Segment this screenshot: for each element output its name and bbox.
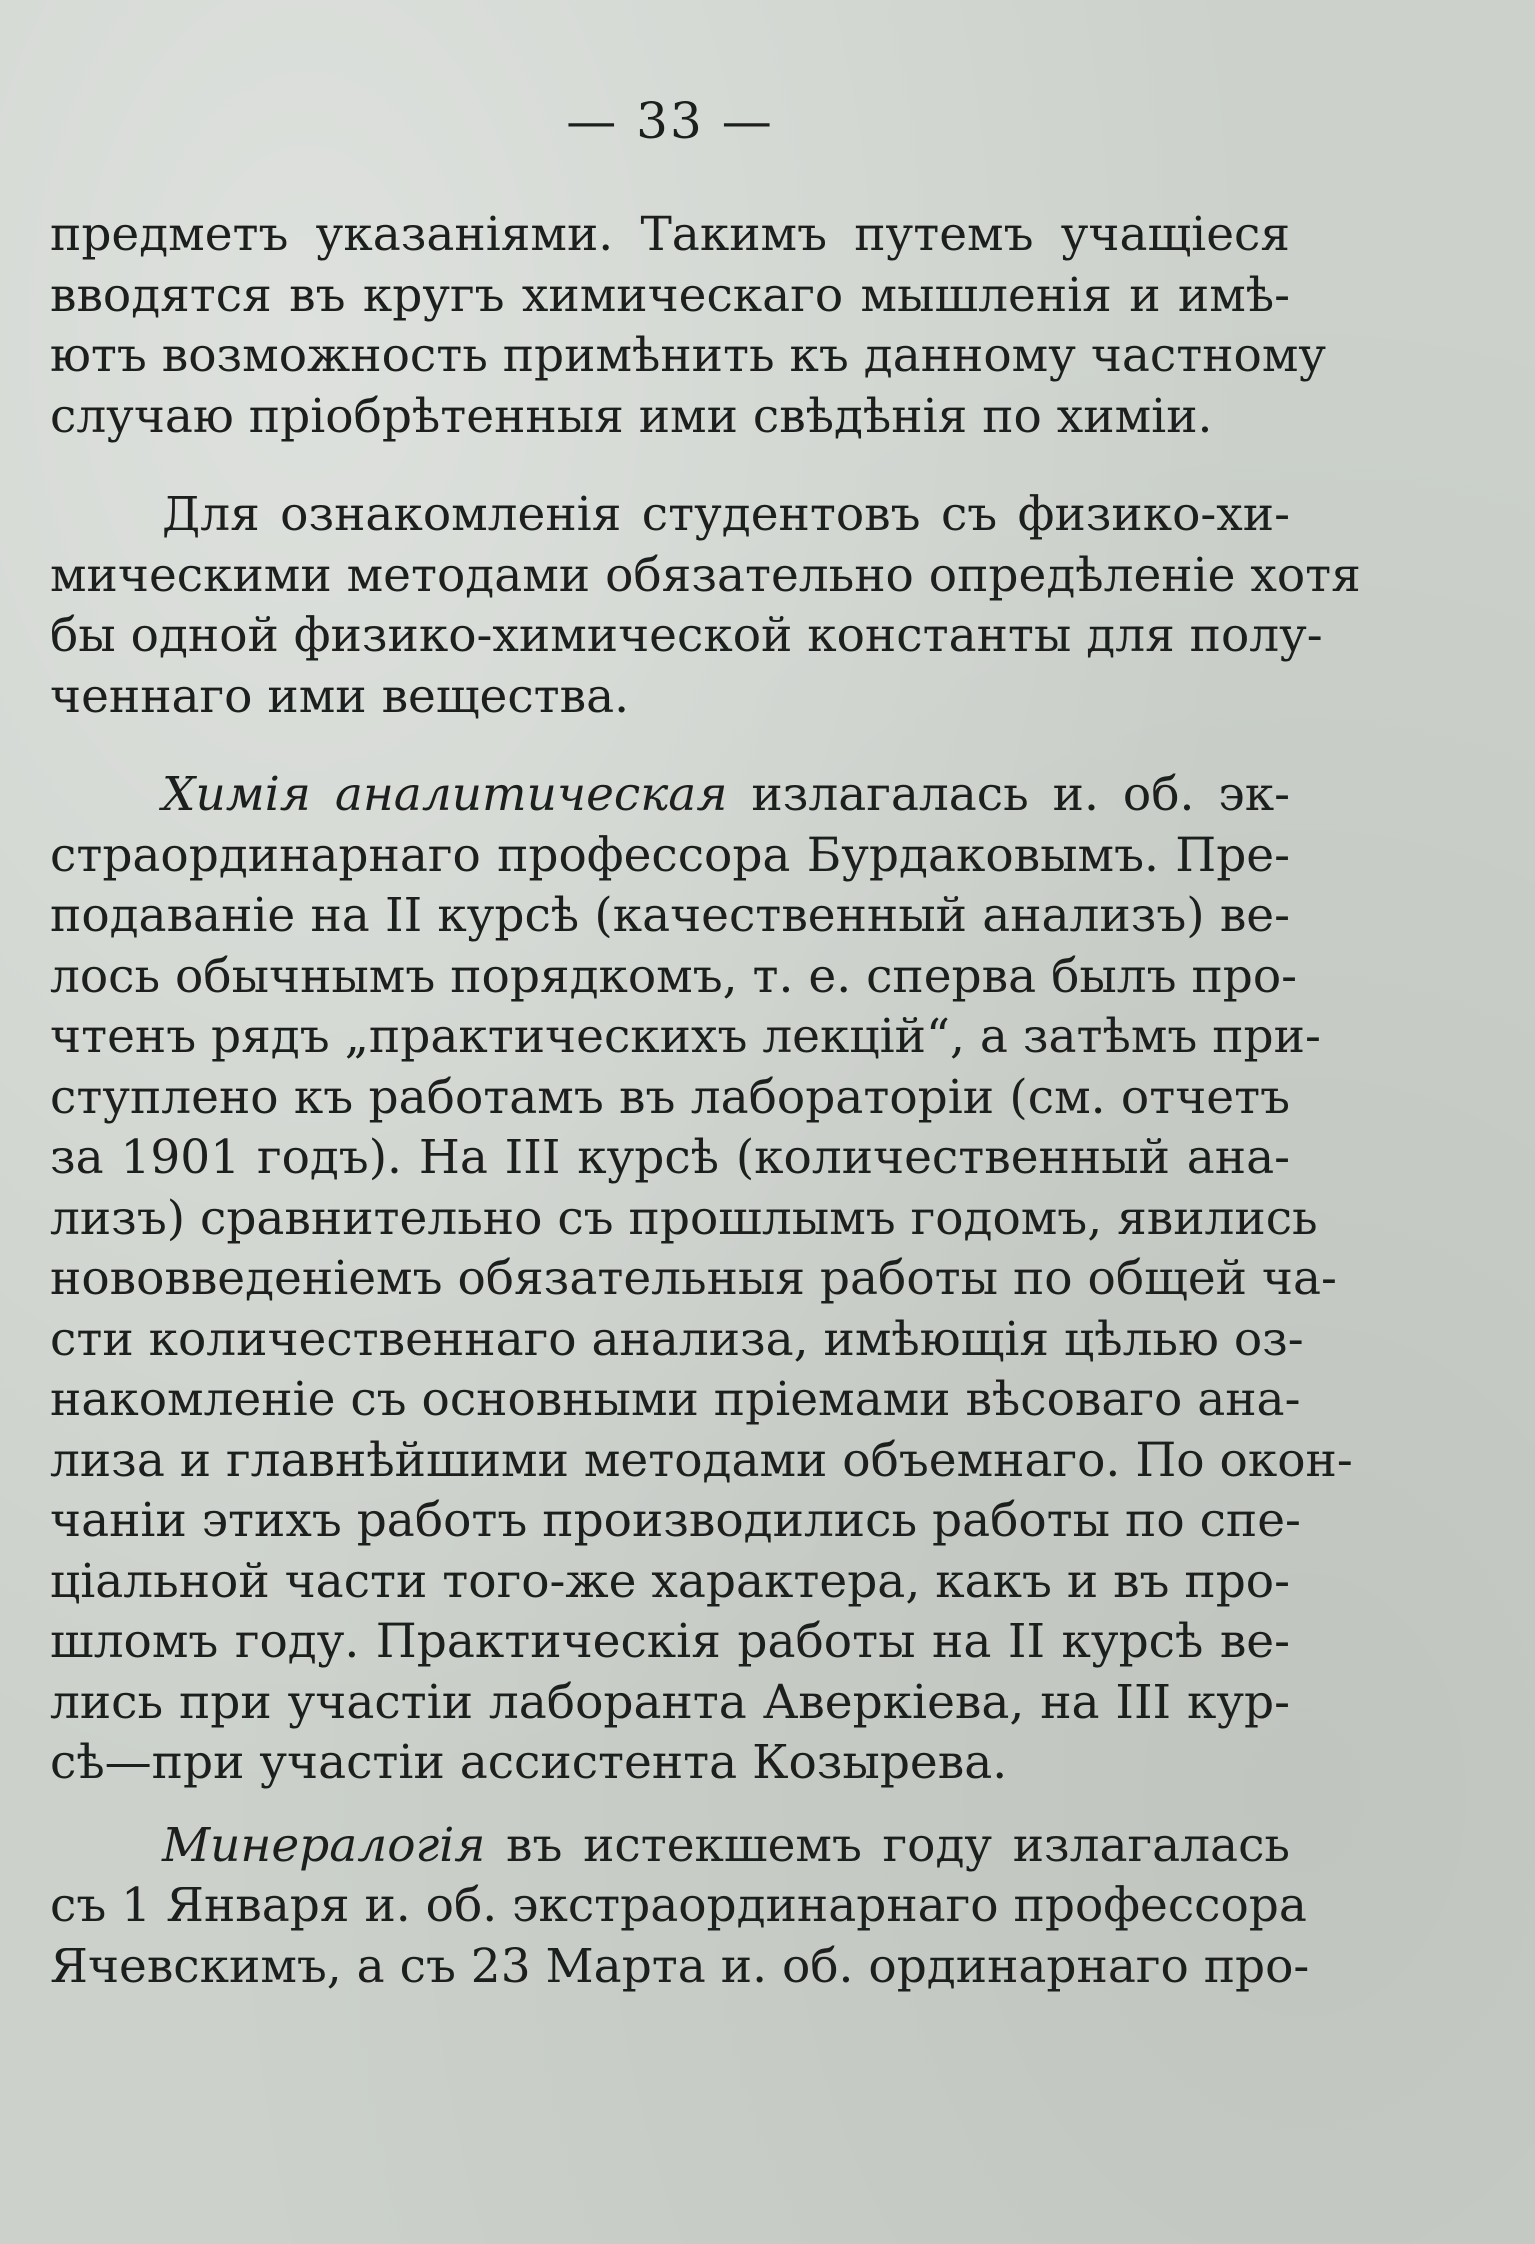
text-line: за 1901 годъ). На III курсѣ (количественный ана- [50,1130,1290,1185]
text-line: подаваніе на II курсѣ (качественный анализъ) ве- [50,888,1290,943]
text-line: ютъ возможность примѣнить къ данному частному [50,328,1327,383]
text-line: бы одной физико-химической константы для полу- [50,608,1323,663]
text-line: съ 1 Января и. об. экстраординарнаго профессора [50,1878,1307,1933]
text-fragment: въ истекшемъ году излагалась [485,1817,1290,1873]
paragraph-2 [50,485,1361,727]
body-text [50,205,1361,1997]
text-line: нововведеніемъ обязательныя работы по общей ча- [50,1251,1337,1306]
text-line: сѣ—при участіи ассистента Козырева. [50,1735,1008,1790]
text-line: вводятся въ кругъ химическаго мышленія и имѣ- [50,267,1290,323]
text-line [50,1816,1290,1877]
text-line: накомленіе съ основными пріемами вѣсоваго ана- [50,1372,1301,1427]
paragraph-4 [50,1816,1310,1998]
text-fragment: излагалась и. об. эк- [727,767,1290,822]
text-line: чтенъ рядъ „практическихъ лекцій“, а затѣмъ при- [50,1009,1321,1064]
text-line: Для ознакомленія студентовъ съ физико-хи- [162,487,1290,542]
text-line: лизъ) сравнительно съ прошлымъ годомъ, явились [50,1190,1318,1246]
paragraph-1 [50,205,1327,447]
paragraph-3 [50,765,1353,1794]
text-line: ченнаго ими вещества. [50,668,630,724]
text-line: предметъ указаніями. Такимъ путемъ учащіеся [50,207,1290,262]
text-line: лось обычнымъ порядкомъ, т. е. сперва былъ про- [50,948,1298,1004]
italic-heading-mineralogy: Минералогія [162,1817,486,1873]
text-line [50,765,1290,826]
text-line: ціальной части того-же характера, какъ и въ про- [50,1553,1290,1609]
page-number: — 33 — [566,92,774,150]
text-line: Ячевскимъ, а съ 23 Марта и. об. ординарнаго про- [50,1938,1310,1994]
text-line: шломъ году. Практическія работы на II курсѣ ве- [50,1614,1290,1669]
text-line: ступлено къ работамъ въ лабораторіи (см. отчетъ [50,1069,1290,1125]
text-line: случаю пріобрѣтенныя ими свѣдѣнія по химіи. [50,388,1213,444]
text-line: лись при участіи лаборанта Аверкіева, на III кур- [50,1674,1290,1730]
text-line: сти количественнаго анализа, имѣющія цѣлью оз- [50,1311,1304,1367]
text-line: страординарнаго профессора Бурдаковымъ. Пре- [50,827,1290,883]
italic-heading-analytical-chemistry: Химія аналитическая [162,767,728,822]
text-line: мическими методами обязательно опредѣленіе хотя [50,547,1361,603]
text-line: чаніи этихъ работъ производились работы по спе- [50,1493,1301,1548]
text-line: лиза и главнѣйшими методами объемнаго. По окон- [50,1432,1353,1488]
